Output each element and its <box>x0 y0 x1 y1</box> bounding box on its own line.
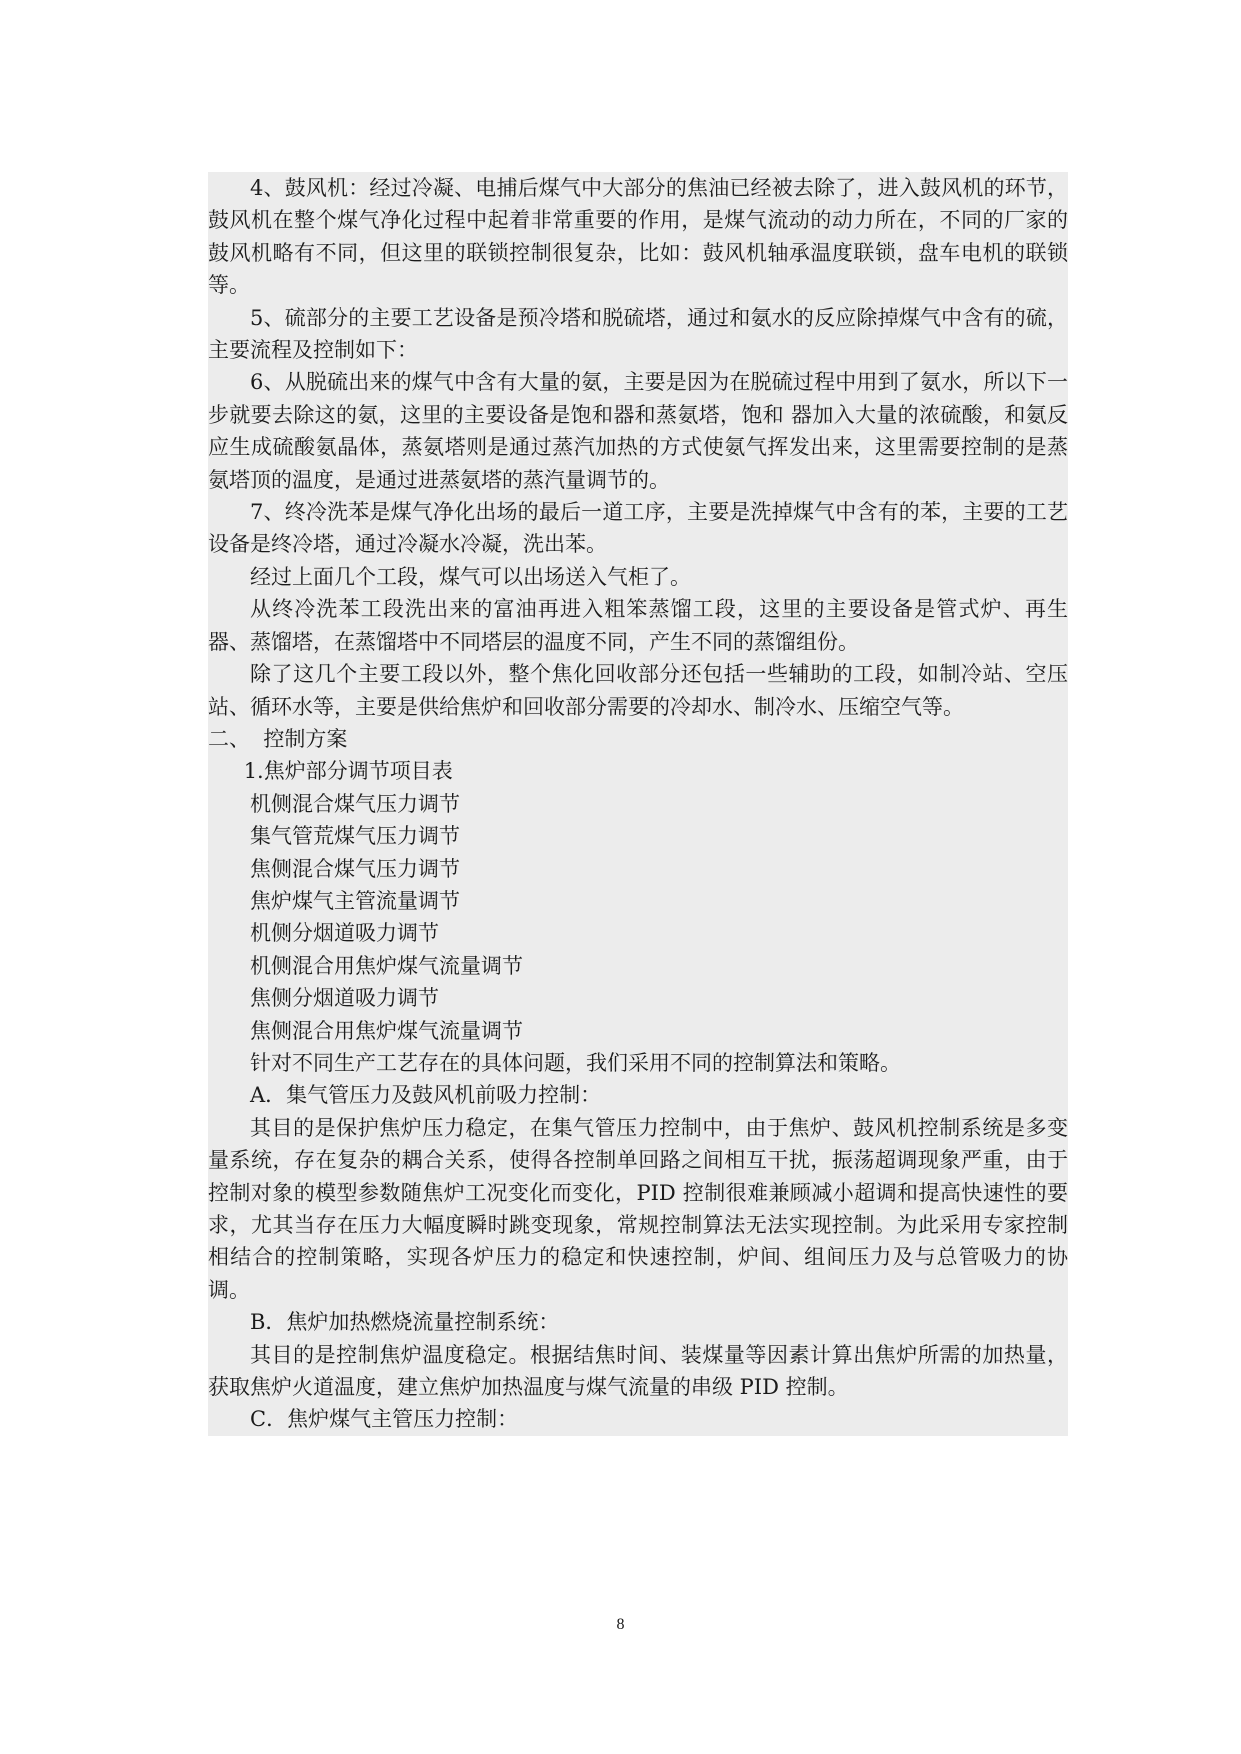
control-item: 机侧混合用焦炉煤气流量调节 <box>250 953 523 978</box>
page-number: 8 <box>616 1616 625 1633</box>
section-heading: 二、 控制方案 <box>208 726 348 751</box>
section-c-heading: C．焦炉煤气主管压力控制： <box>250 1407 519 1432</box>
document-body <box>208 172 1068 1436</box>
paragraph-benzene-washing: 7、终冷洗苯是煤气净化出场的最后一道工序，主要是洗掉煤气中含有的苯，主要的工艺设备是终冷塔，通过冷凝水冷凝，洗出苯。 <box>208 500 1068 557</box>
control-item: 焦侧混合煤气压力调节 <box>250 856 460 881</box>
paragraph-crude-benzene: 从终冷洗苯工段洗出来的富油再进入粗笨蒸馏工段，这里的主要设备是管式炉、再生器、蒸馏塔，在蒸馏塔中不同塔层的温度不同，产生不同的蒸馏组份。 <box>208 597 1068 654</box>
paragraph-ammonia-removal: 6、从脱硫出来的煤气中含有大量的氨，主要是因为在脱硫过程中用到了氨水，所以下一步就要去除这的氨，这里的主要设备是饱和器和蒸氨塔，饱和 器加入大量的浓硫酸，和氨反应生成硫酸氨晶体，蒸氨塔则是通过蒸汽加热的方式使氨气挥发出来，这里需要控制的是蒸氨塔顶的温度，是通过进蒸氨塔的蒸汽量调节的。 <box>208 370 1068 492</box>
control-item: 焦侧混合用焦炉煤气流量调节 <box>250 1018 523 1043</box>
section-a-body: 其目的是保护焦炉压力稳定，在集气管压力控制中，由于焦炉、鼓风机控制系统是多变量系统，存在复杂的耦合关系，使得各控制单回路之间相互干扰，振荡超调现象严重，由于控制对象的模型参数随焦炉工况变化而变化，PID 控制很难兼顾减小超调和提高快速性的要求，尤其当存在压力大幅度瞬时跳变现象，常规控制算法无法实现控制。为此采用专家控制相结合的控制策略，实现各炉压力的稳定和快速控制，炉间、组间压力及与总管吸力的协调。 <box>208 1115 1068 1302</box>
paragraph-gas-holder: 经过上面几个工段，煤气可以出场送入气柜了。 <box>250 564 691 589</box>
paragraph-auxiliary: 除了这几个主要工段以外，整个焦化回收部分还包括一些辅助的工段，如制冷站、空压站、循环水等，主要是供给焦炉和回收部分需要的冷却水、制冷水、压缩空气等。 <box>208 662 1068 719</box>
control-item: 机侧分烟道吸力调节 <box>250 921 439 946</box>
paragraph-desulfurization: 5、硫部分的主要工艺设备是预冷塔和脱硫塔，通过和氨水的反应除掉煤气中含有的硫，主要流程及控制如下： <box>208 305 1068 363</box>
paragraph-blower: 4、鼓风机：经过冷凝、电捕后煤气中大部分的焦油已经被去除了，进入鼓风机的环节，鼓风机在整个煤气净化过程中起着非常重要的作用，是煤气流动的动力所在，不同的厂家的鼓风机略有不同，但这里的联锁控制很复杂，比如：鼓风机轴承温度联锁，盘车电机的联锁等。 <box>208 176 1068 298</box>
control-item: 焦侧分烟道吸力调节 <box>250 986 439 1011</box>
section-b-body: 其目的是控制焦炉温度稳定。根据结焦时间、装煤量等因素计算出焦炉所需的加热量，获取焦炉火道温度，建立焦炉加热温度与煤气流量的串级 PID 控制。 <box>208 1342 1068 1400</box>
section-a-heading: A．集气管压力及鼓风机前吸力控制： <box>250 1083 602 1108</box>
control-item: 焦炉煤气主管流量调节 <box>250 888 460 913</box>
paragraph-strategy-intro: 针对不同生产工艺存在的具体问题，我们采用不同的控制算法和策略。 <box>250 1050 901 1075</box>
subheading-adjustment-table: 1.焦炉部分调节项目表 <box>243 759 453 784</box>
control-item: 机侧混合煤气压力调节 <box>250 791 460 816</box>
section-b-heading: B．焦炉加热燃烧流量控制系统： <box>250 1310 560 1335</box>
control-item: 集气管荒煤气压力调节 <box>250 824 460 849</box>
